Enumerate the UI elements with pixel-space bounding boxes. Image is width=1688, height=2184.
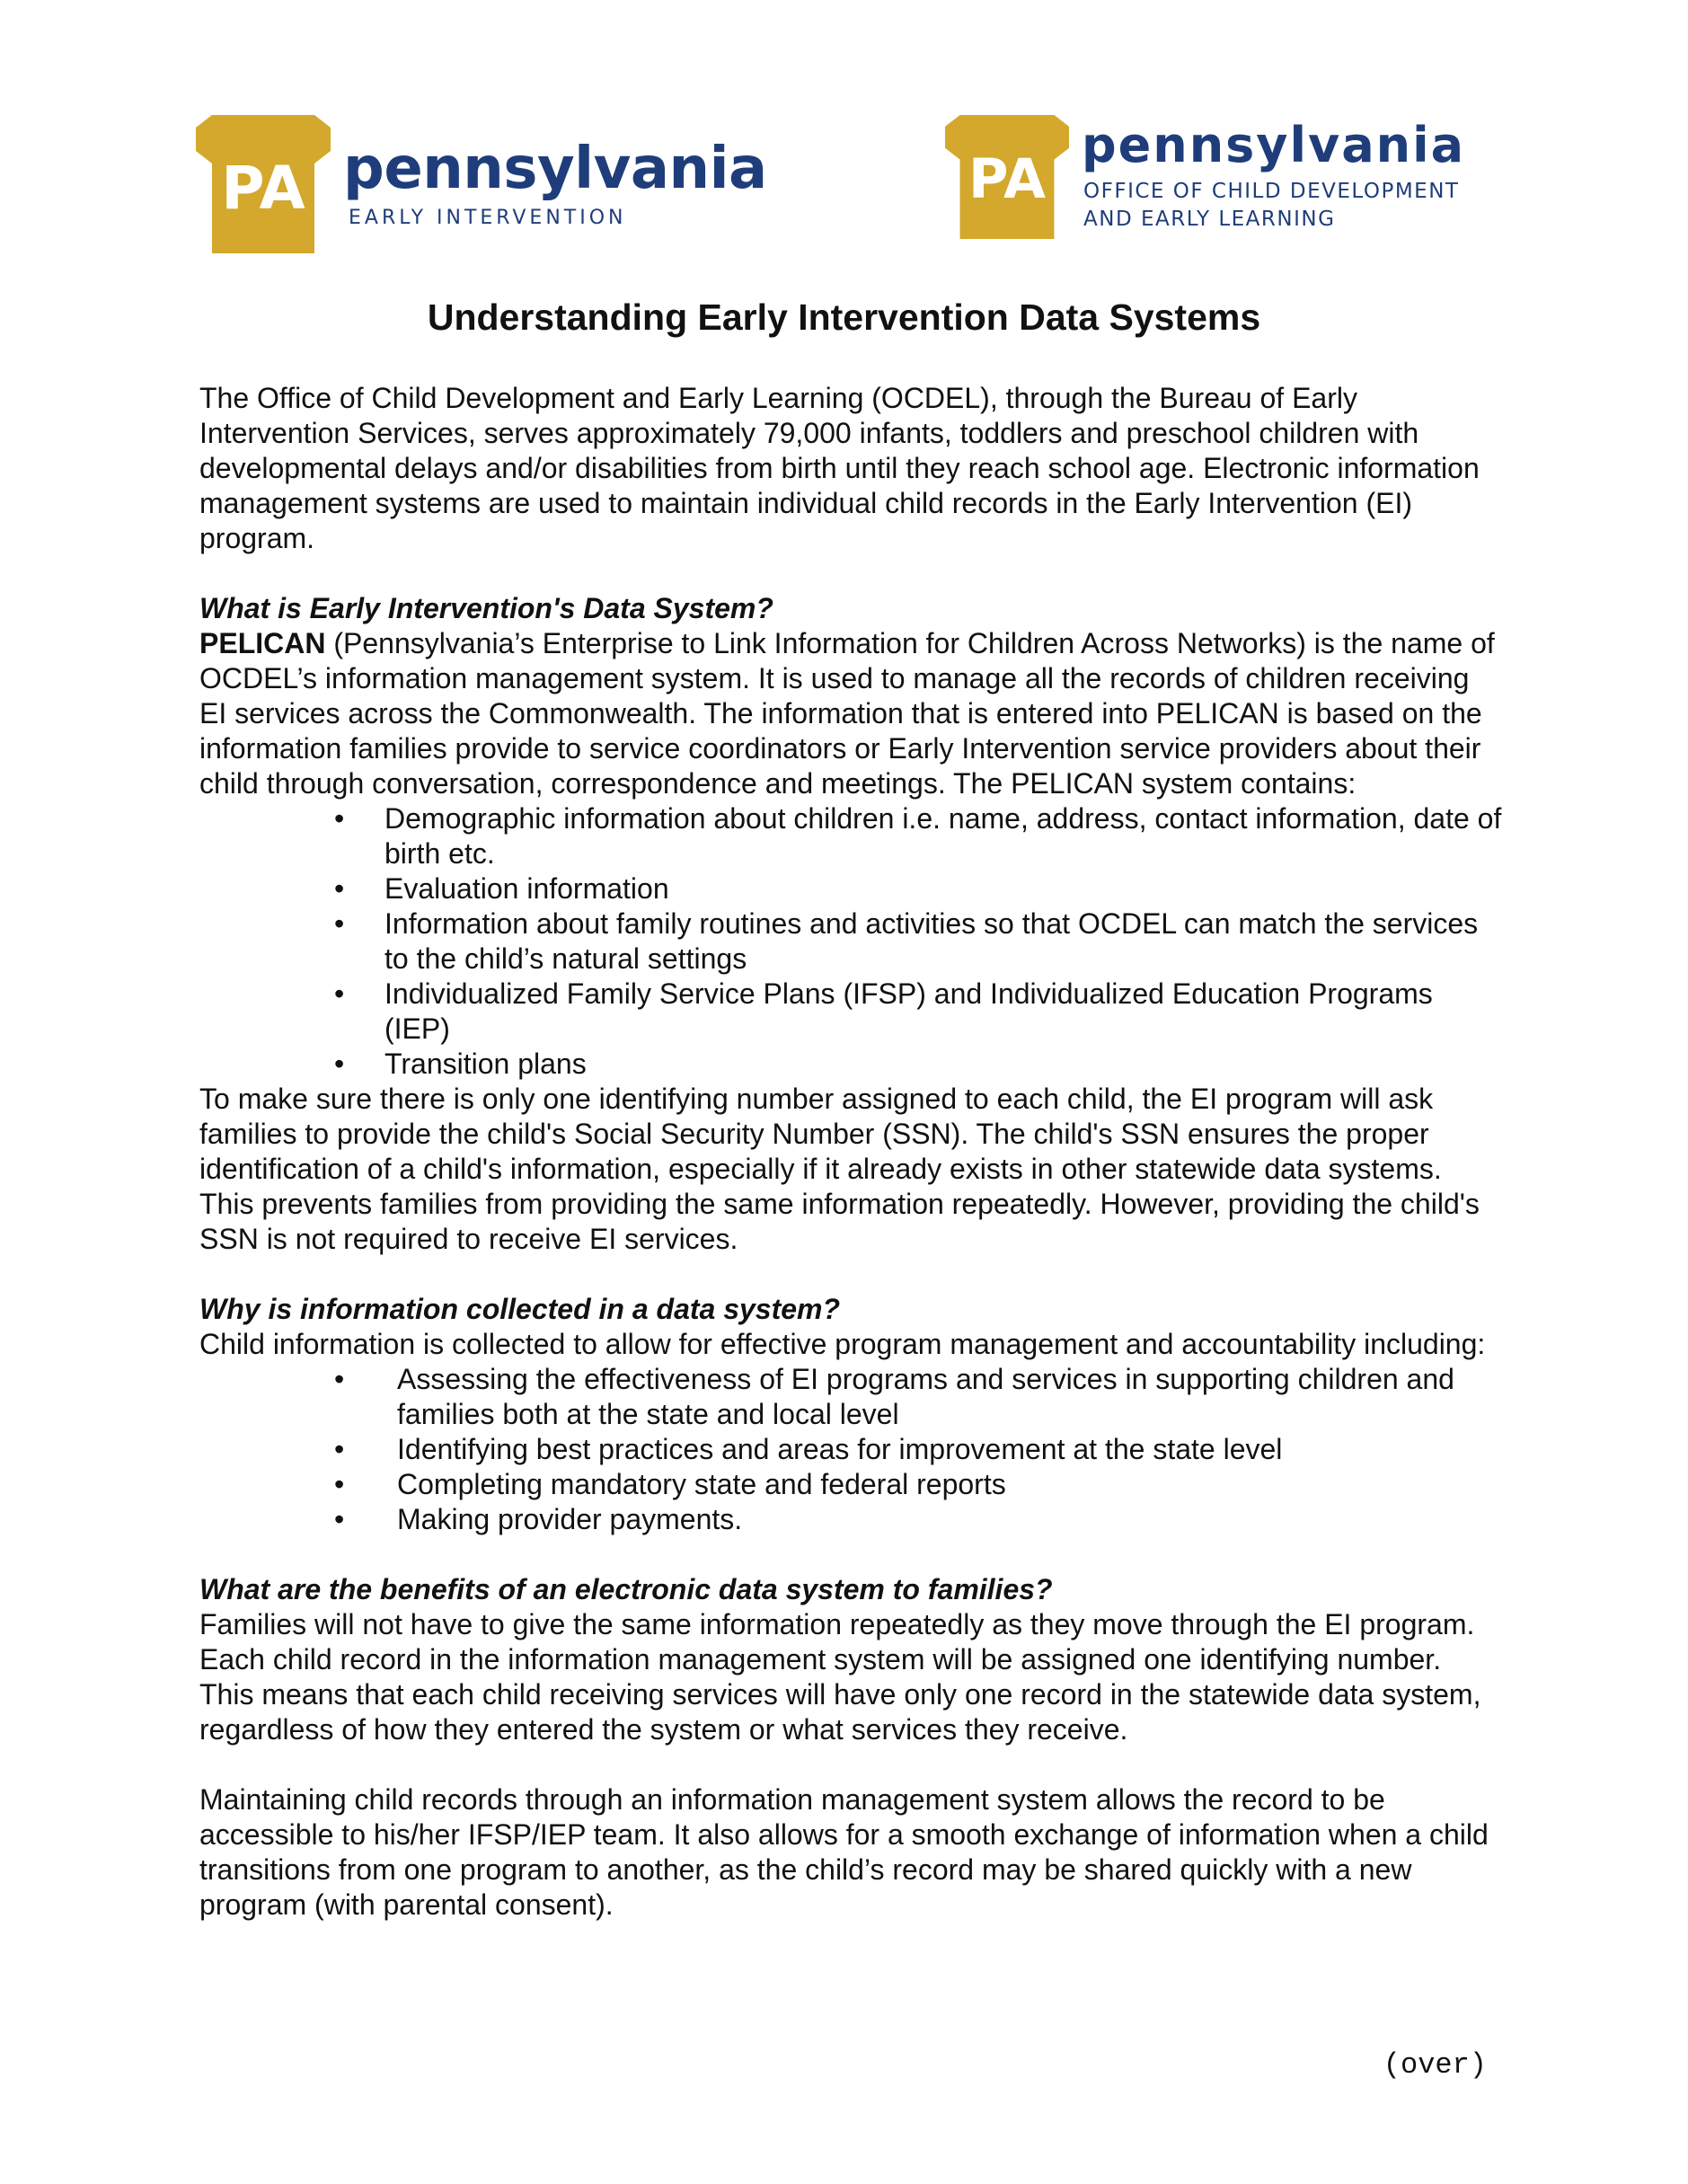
logo-wordmark: pennsylvania [1082,117,1466,173]
list-item [199,977,1502,1047]
list-item [199,1467,1502,1502]
list-item-text: Individualized Family Service Plans (IFSP) and Individualized Education Programs (IEP) [384,977,1433,1045]
ssn-paragraph: To make sure there is only one identifying number assigned to each child, the EI program will ask families to provide the child's Social Security Number (SSN). The child's SSN ensures the proper identification of a child's information, especially if it already exists in other statewide data systems. This prevents families from providing the same information repeatedly. However, providing the child's SSN is not required to receive EI services. [199,1083,1480,1255]
logo-mark-text: PA [968,148,1046,211]
bullet-icon: • [334,1503,345,1535]
list-item-text: Demographic information about children i.e. name, address, contact information, date of birth etc. [384,802,1502,870]
keystone-icon [196,115,331,253]
section-paragraph: Maintaining child records through an information management system allows the record to be accessible to his/her IFSP/IEP team. It also allows for a smooth exchange of information when a child transitions from one program to another, as the child’s record may be shared quickly with a new program (with parental consent). [199,1783,1489,1921]
list-item-text: Assessing the effectiveness of EI programs and services in supporting children and families both at the state and local level [397,1363,1454,1430]
logo-mark-text: PA [221,154,305,223]
list-item [199,1502,1502,1537]
section-paragraph: Child information is collected to allow for effective program management and accountability including: [199,1328,1486,1360]
list-item-text: Making provider payments. [397,1503,743,1535]
list-item-text: Identifying best practices and areas for improvement at the state level [397,1433,1283,1465]
logo-text-block [343,135,767,229]
document-body [199,381,1502,1923]
pelican-description: (Pennsylvania’s Enterprise to Link Information for Children Across Networks) is the name of OCDEL’s information management system. It is used to manage all the records of children receiving EI services across the Commonwealth. The information that is entered into PELICAN is based on the information families provide to service coordinators or Early Intervention service providers about their child through conversation, correspondence and meetings. The PELICAN system contains: [199,627,1495,800]
list-item [199,906,1502,977]
pa-early-intervention-logo [196,115,767,253]
bullet-icon: • [334,872,345,905]
section-heading: What are the benefits of an electronic data system to families? [199,1573,1053,1605]
intro-paragraph: The Office of Child Development and Early Learning (OCDEL), through the Bureau of Early Intervention Services, serves approximately 79,000 infants, toddlers and preschool children with developmental delays and/or disabilities from birth until they reach school age. Electronic information management systems are used to maintain individual child records in the Early Intervention (EI) program. [199,382,1480,554]
bullet-icon: • [334,977,345,1010]
bullet-icon: • [334,1433,345,1465]
list-item-text: Information about family routines and activities so that OCDEL can match the services to the child’s natural settings [384,907,1479,975]
logo-text-block [1082,117,1466,234]
list-item [199,1047,1502,1082]
bullet-icon: • [334,802,345,835]
logo-wordmark: pennsylvania [343,135,767,202]
list-item-text: Completing mandatory state and federal reports [397,1468,1006,1500]
bullet-icon: • [334,1048,345,1080]
logo-subtitle: EARLY INTERVENTION [349,206,627,229]
keystone-icon [945,115,1069,239]
list-item [199,871,1502,906]
section-heading: What is Early Intervention's Data System? [199,592,773,624]
bullet-icon: • [334,907,345,940]
section-paragraph: Families will not have to give the same information repeatedly as they move through the EI program. Each child record in the information management system will be assigned one identifying number. This means that each child receiving services will have only one record in the statewide data system, regardless of how they entered the system or what services they receive. [199,1608,1481,1746]
section-heading: Why is information collected in a data system? [199,1293,841,1325]
list-item [199,1362,1502,1432]
collection-purposes-list [199,1362,1502,1537]
list-item-text: Evaluation information [384,872,669,905]
list-item [199,801,1502,871]
bullet-icon: • [334,1468,345,1500]
pelican-term: PELICAN [199,627,326,659]
page-continuation-note: (over) [1383,2048,1487,2082]
section-paragraph [199,626,1502,801]
list-item-text: Transition plans [384,1048,587,1080]
document-title: Understanding Early Intervention Data Systems [427,296,1261,338]
logo-subtitle-line1: OFFICE OF CHILD DEVELOPMENT [1083,180,1460,203]
bullet-icon: • [334,1363,345,1395]
pa-ocdel-logo [945,115,1465,239]
pelican-contents-list [199,801,1502,1082]
logo-subtitle-line2: AND EARLY LEARNING [1083,208,1336,231]
list-item [199,1432,1502,1467]
